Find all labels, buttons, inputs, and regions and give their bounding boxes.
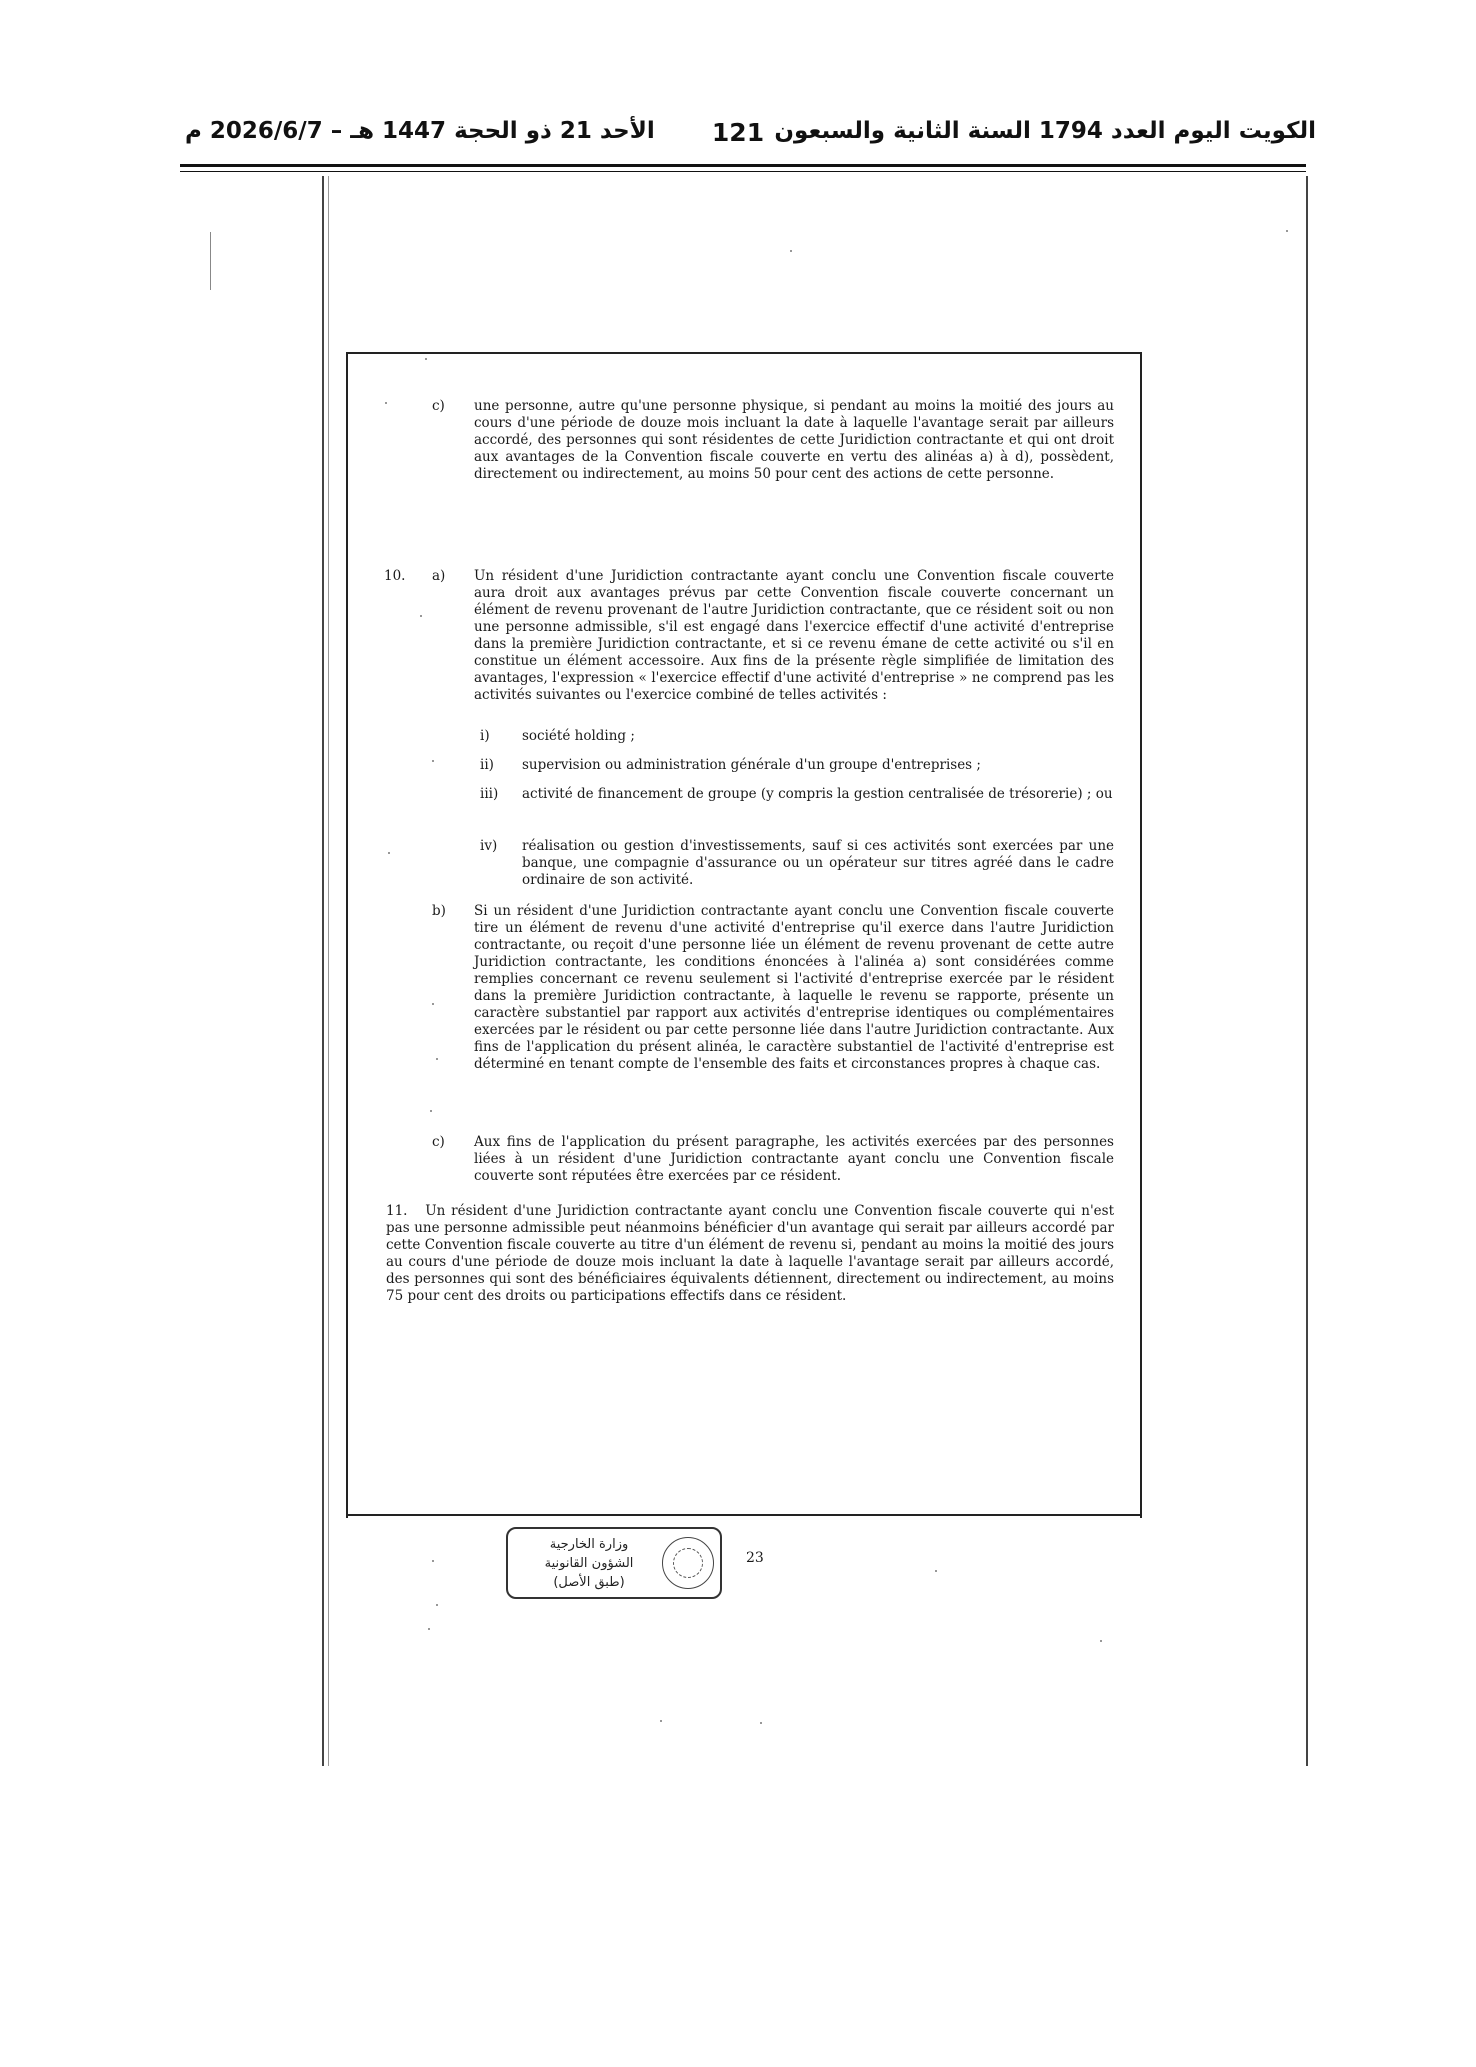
scan-speck — [425, 358, 427, 360]
scan-speck — [432, 1003, 434, 1005]
stamp-line-1: وزارة الخارجية — [549, 1537, 629, 1552]
paragraph-10c-label: c) — [432, 1134, 445, 1150]
stamp-text — [516, 1535, 662, 1592]
paragraph-10b-text: Si un résident d'une Juridiction contractante ayant conclu une Convention fiscale couverte tire un élément de revenu d'une activité d'entreprise qu'il exerce dans l'autre Juridiction contractante, ou reçoit d'une personne liée un élément de revenu provenant de cette autre Juridiction contractante, les conditions énoncées à l'alinéa a) sont considérées comme remplies concernant ce revenu seulement si l'activité d'entreprise exercée par le résident dans la première Juridiction contractante, à laquelle le revenu se rapporte, présente un caractère substantiel par rapport aux activités d'entreprise identiques ou complémentaires exercées par le résident ou par cette personne liée dans l'autre Juridiction contractante. Aux fins de l'application du présent alinéa, le caractère substantiel de l'activité d'entreprise est déterminé en tenant compte de l'ensemble des faits et circonstances propres à chaque cas. — [474, 903, 1114, 1072]
scan-speck — [436, 1058, 438, 1060]
paragraph-10-number: 10. — [384, 568, 406, 584]
sub-item-iii-text: activité de financement de groupe (y compris la gestion centralisée de trésorerie) ; ou — [522, 786, 1113, 802]
ministry-stamp — [506, 1527, 722, 1599]
header-page-number: 121 — [711, 118, 765, 147]
sub-item-i-label: i) — [480, 728, 490, 744]
paragraph-10a-label: a) — [432, 568, 446, 584]
paragraph-11 — [386, 1203, 1114, 1305]
scan-left-edge-line — [322, 176, 324, 1766]
paragraph-10b-label: b) — [432, 903, 446, 919]
item-c-label: c) — [432, 398, 445, 414]
header-issue-info: الكويت اليوم العدد 1794 السنة الثانية والسبعون — [774, 118, 1316, 144]
sub-item-iii-label: iii) — [480, 786, 499, 802]
scan-speck — [436, 1604, 438, 1606]
scan-speck — [420, 615, 422, 617]
scan-margin-mark — [210, 232, 211, 290]
scan-speck — [935, 1570, 937, 1572]
scan-speck — [790, 250, 792, 252]
header-date: الأحد 21 ذو الحجة 1447 هـ – 2026/6/7 م — [185, 118, 655, 144]
header-rule-thick — [180, 164, 1306, 167]
item-c-text: une personne, autre qu'une personne physique, si pendant au moins la moitié des jours au cours d'une période de douze mois incluant la date à laquelle l'avantage serait par ailleurs accordé, des personnes qui sont résidentes de cette Juridiction contractante et qui ont droit aux avantages de la Convention fiscale couverte en vertu des alinéas a) à d), possèdent, directement ou indirectement, au moins 50 pour cent des actions de cette personne. — [474, 398, 1114, 482]
scan-speck — [385, 402, 387, 404]
scan-right-edge-line — [1306, 176, 1308, 1766]
scan-speck — [428, 1628, 430, 1630]
document-frame-bottom — [346, 1514, 1142, 1516]
paragraph-11-text: Un résident d'une Juridiction contractante ayant conclu une Convention fiscale couverte qui n'est pas une personne admissible peut néanmoins bénéficier d'un avantage qui serait par ailleurs accordé par cette Convention fiscale couverte au titre d'un élément de revenu si, pendant au moins la moitié des jours au cours d'une période de douze mois incluant la date à laquelle l'avantage serait par ailleurs accordé, des personnes qui sont des bénéficiaires équivalents détiennent, directement ou indirectement, au moins 75 pour cent des droits ou participations effectifs dans ce résident. — [386, 1203, 1115, 1304]
stamp-line-3: (طبق الأصل) — [553, 1575, 625, 1590]
sub-item-iv-text: réalisation ou gestion d'investissements, sauf si ces activités sont exercées par une banque, une compagnie d'assurance ou un opérateur sur titres agréé dans le cadre ordinaire de son activité. — [522, 838, 1114, 888]
sub-item-i-text: société holding ; — [522, 728, 635, 744]
stamp-line-2: الشؤون القانونية — [544, 1556, 634, 1571]
scan-speck — [430, 1110, 432, 1112]
scan-speck — [432, 760, 434, 762]
paragraph-11-number: 11. — [386, 1203, 408, 1219]
scan-speck — [1100, 1640, 1102, 1642]
paragraph-10a-text: Un résident d'une Juridiction contractante ayant conclu une Convention fiscale couverte aura droit aux avantages prévus par cette Convention fiscale couverte concernant un élément de revenu provenant de l'autre Juridiction contractante, que ce résident soit ou non une personne admissible, s'il est engagé dans l'exercice effectif d'une activité d'entreprise dans la première Juridiction contractante, et si ce revenu émane de cette activité ou s'il en constitue un élément accessoire. Aux fins de la présente règle simplifiée de limitation des avantages, l'expression « l'exercice effectif d'une activité d'entreprise » ne comprend pas les activités suivantes ou l'exercice combiné de telles activités : — [474, 568, 1114, 703]
scan-speck — [432, 1560, 434, 1562]
sub-item-ii-label: ii) — [480, 757, 494, 773]
sub-item-iv-label: iv) — [480, 838, 498, 854]
scan-speck — [660, 1720, 662, 1722]
sub-item-ii-text: supervision ou administration générale d'un groupe d'entreprises ; — [522, 757, 981, 773]
scan-speck — [760, 1722, 762, 1724]
header-rule-thin — [180, 171, 1306, 172]
scan-speck — [1286, 230, 1288, 232]
paragraph-10c-text: Aux fins de l'application du présent paragraphe, les activités exercées par des personnes liées à un résident d'une Juridiction contractante ayant conclu une Convention fiscale couverte sont réputées être exercées par ce résident. — [474, 1134, 1114, 1184]
stamp-seal-emblem-icon — [662, 1537, 714, 1589]
scan-speck — [388, 852, 390, 854]
scanned-page-number: 23 — [746, 1550, 764, 1566]
scan-left-edge-line-2 — [328, 176, 329, 1766]
